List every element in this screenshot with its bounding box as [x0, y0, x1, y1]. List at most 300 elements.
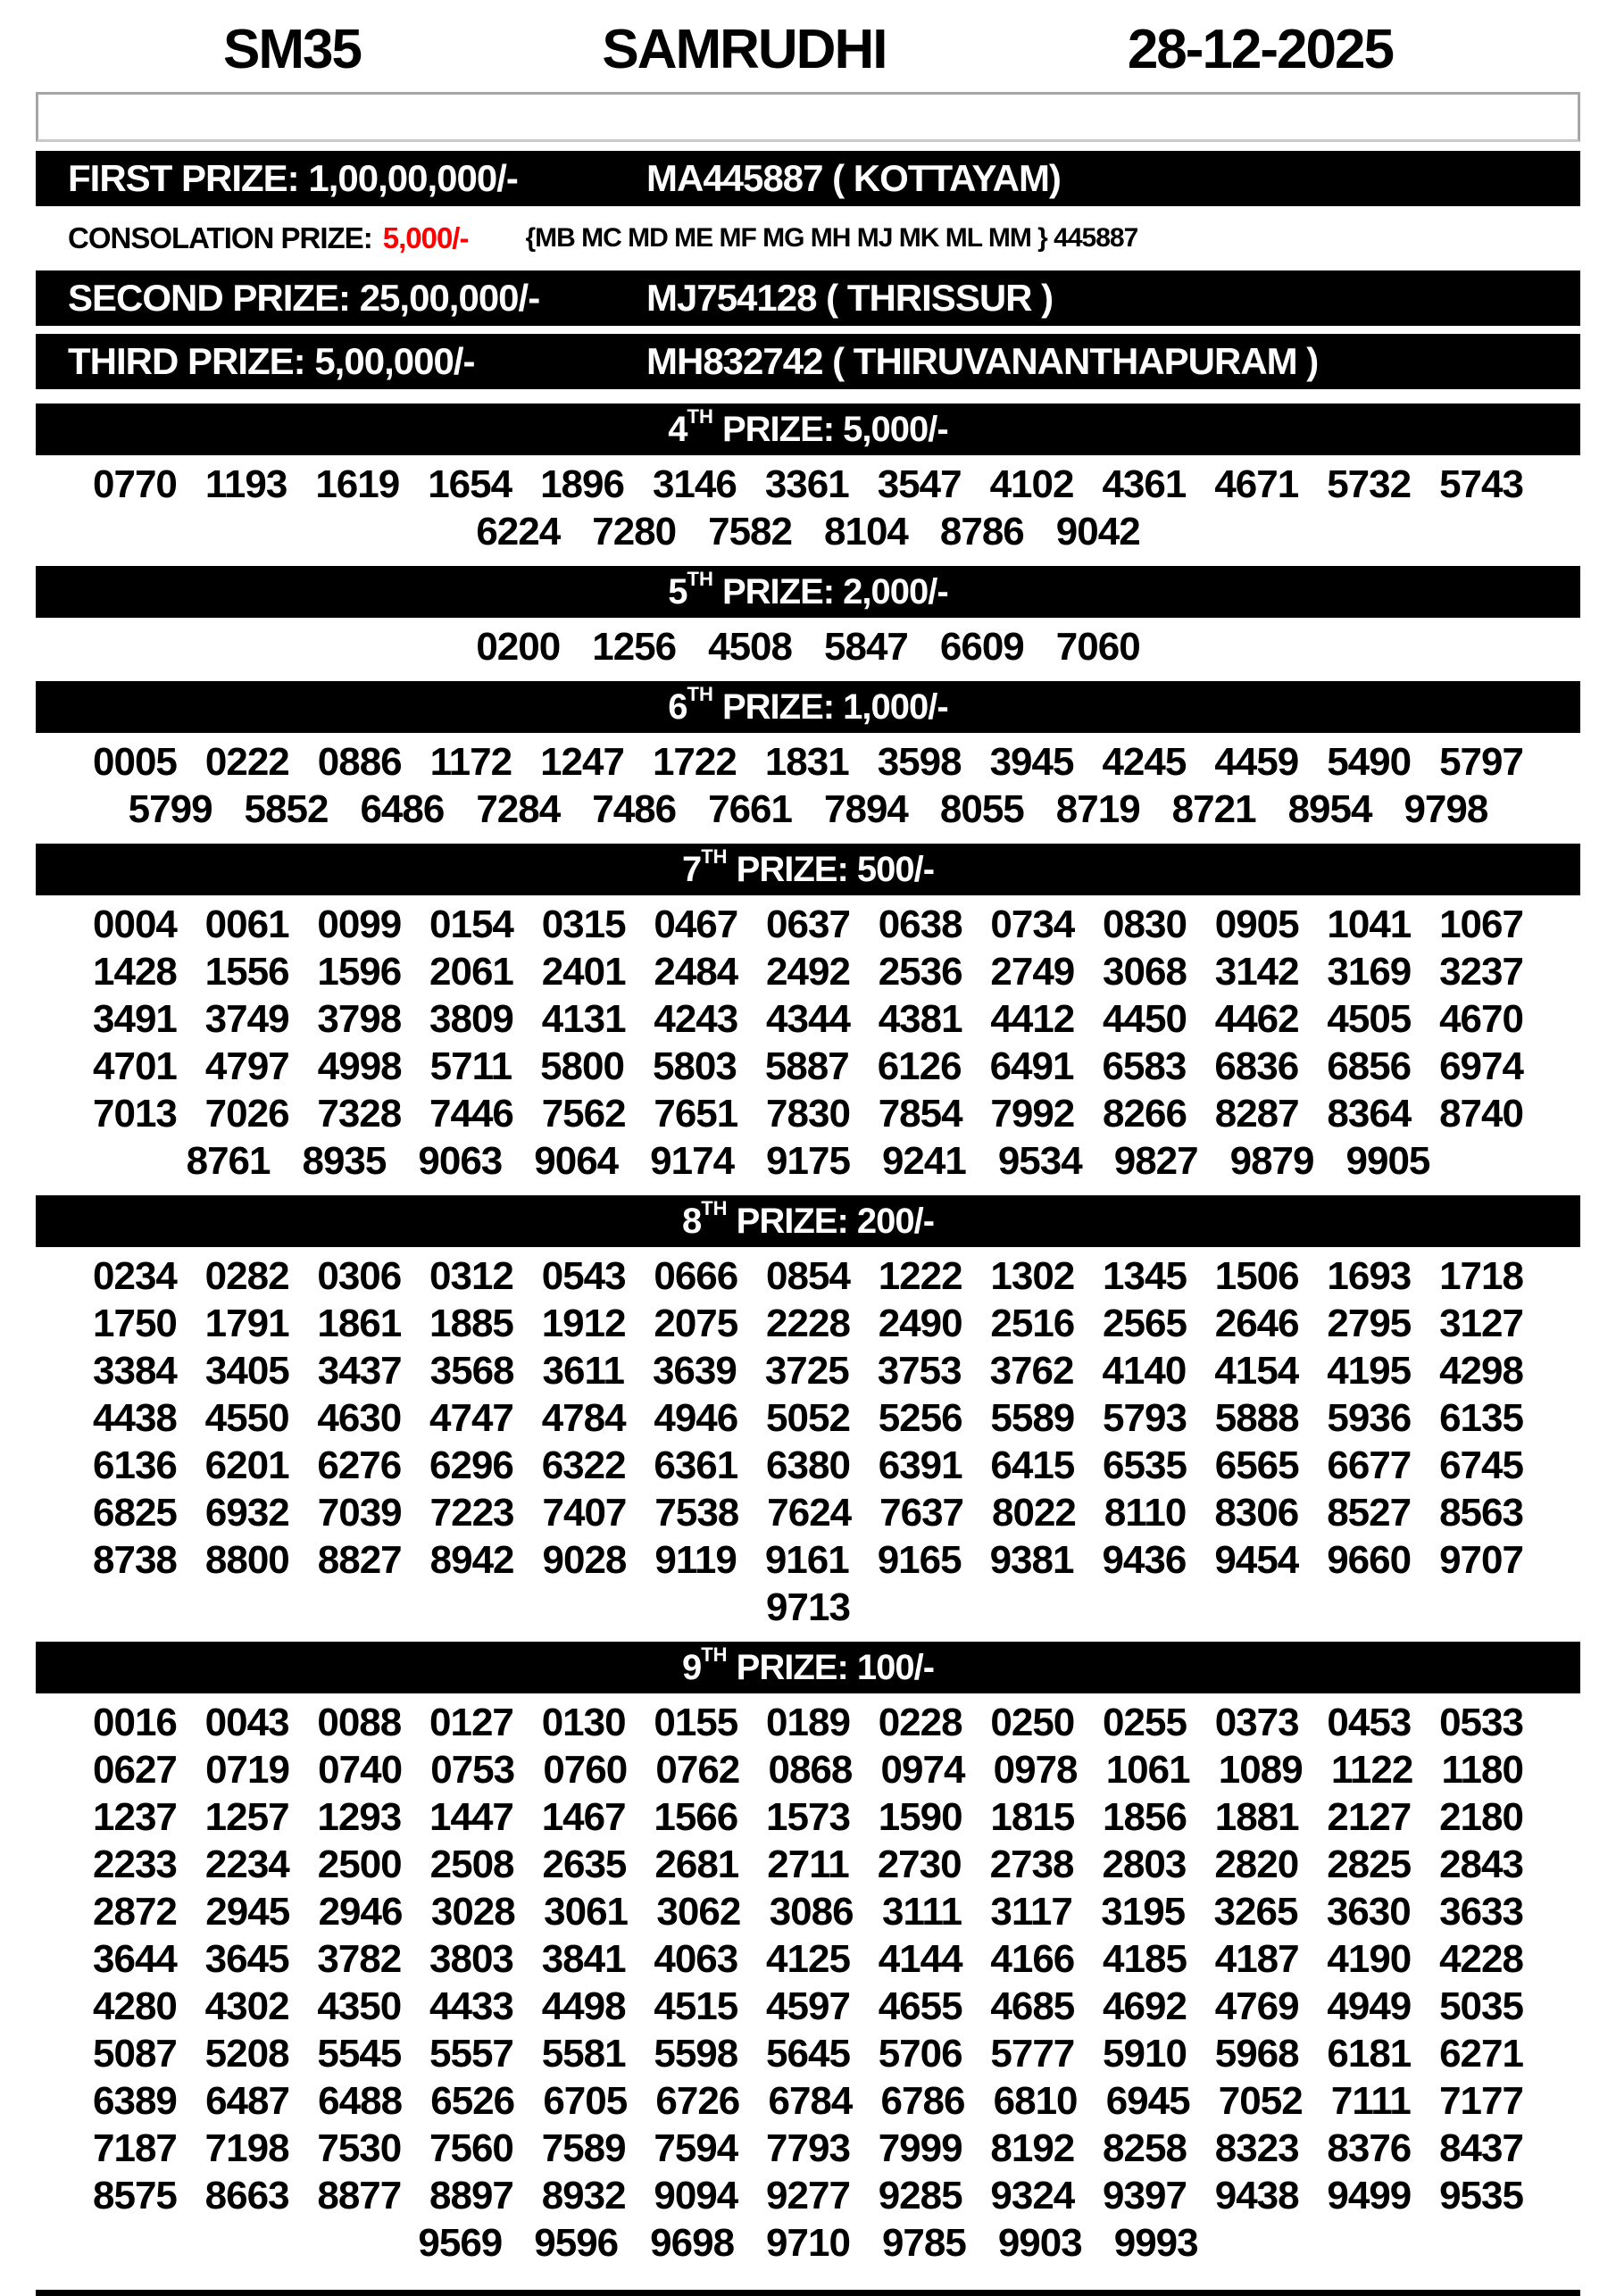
prize-number: 1193 [204, 462, 287, 506]
prize-number: 9454 [1214, 1538, 1299, 1582]
prize-number: 3547 [877, 462, 962, 506]
prize-number: 9277 [766, 2174, 850, 2217]
prize-number: 0099 [317, 903, 402, 946]
prize-number: 4187 [1214, 1937, 1299, 1981]
prize-number: 8800 [204, 1538, 289, 1582]
prize-number: 1172 [429, 740, 512, 784]
prize-number: 2536 [878, 950, 962, 994]
tier-title-part: TH [687, 682, 713, 705]
prize-number: 5052 [766, 1396, 850, 1440]
prize-number: 5936 [1327, 1396, 1412, 1440]
prize-number: 2075 [654, 1302, 738, 1345]
prize-number: 8376 [1327, 2126, 1412, 2170]
second-prize-label: SECOND PRIZE: 25,00,000/- [68, 277, 540, 319]
prize-number: 3749 [204, 997, 289, 1041]
prize-number: 1896 [540, 462, 624, 506]
number-row [36, 1536, 1580, 1584]
prize-number: 7177 [1439, 2079, 1523, 2123]
prize-number: 3841 [541, 1937, 626, 1981]
prize-number: 7039 [317, 1491, 402, 1535]
prize-number: 0753 [430, 1748, 515, 1792]
prize-number: 0004 [93, 903, 177, 946]
prize-number: 0228 [878, 1701, 962, 1744]
prize-number: 7793 [766, 2126, 850, 2170]
prize-number: 9905 [1345, 1139, 1430, 1183]
prize-number: 5852 [244, 787, 329, 831]
tier-title-part: TH [701, 844, 728, 868]
prize-number: 3598 [877, 740, 962, 784]
tier-title [681, 1643, 935, 1688]
prize-number: 0719 [205, 1748, 289, 1792]
prize-number: 1089 [1218, 1748, 1303, 1792]
prize-number: 4784 [541, 1396, 626, 1440]
first-prize-bar [36, 151, 1580, 206]
prize-number: 2646 [1214, 1302, 1299, 1345]
prize-number: 3117 [990, 1890, 1072, 1934]
first-prize-label: FIRST PRIZE: 1,00,00,000/- [68, 157, 518, 199]
prize-number: 4361 [1102, 462, 1187, 506]
prize-number: 4692 [1103, 1984, 1187, 2028]
prize-number: 9175 [766, 1139, 850, 1183]
prize-number: 0886 [317, 740, 402, 784]
number-row [36, 1699, 1580, 1746]
prize-number: 2872 [93, 1890, 177, 1934]
prize-number: 4769 [1214, 1984, 1299, 2028]
prize-number: 2228 [766, 1302, 850, 1345]
prize-number: 9063 [418, 1139, 503, 1183]
prize-number: 5208 [204, 2032, 289, 2076]
prize-number: 4671 [1214, 462, 1299, 506]
prize-number: 1180 [1441, 1748, 1523, 1792]
prize-number: 0005 [93, 740, 177, 784]
second-prize-bar [36, 270, 1580, 326]
bottom-rule [36, 2290, 1580, 2296]
prize-number: 9241 [881, 1139, 966, 1183]
prize-number: 6705 [543, 2079, 628, 2123]
tier-title [668, 567, 948, 612]
prize-number: 3639 [652, 1349, 737, 1393]
prize-number: 3798 [317, 997, 402, 1041]
prize-number: 4185 [1103, 1937, 1187, 1981]
prize-number: 8786 [939, 510, 1024, 553]
number-row [36, 1252, 1580, 1300]
prize-number: 6565 [1214, 1443, 1299, 1487]
prize-number: 7198 [204, 2126, 289, 2170]
prize-number: 7894 [824, 787, 908, 831]
prize-number: 2730 [877, 1843, 962, 1886]
tier-title-part: PRIZE: 100/- [727, 1647, 935, 1687]
prize-number: 4243 [654, 997, 738, 1041]
prize-number: 2738 [989, 1843, 1074, 1886]
prize-number: 3645 [204, 1937, 289, 1981]
tier-title [681, 844, 935, 890]
prize-number: 3068 [1103, 950, 1187, 994]
prize-number: 9569 [418, 2221, 503, 2265]
tier-title-part: TH [687, 404, 713, 428]
prize-number: 4797 [204, 1044, 289, 1088]
prize-number: 9785 [881, 2221, 966, 2265]
prize-number: 7624 [767, 1491, 852, 1535]
prize-number: 3384 [93, 1349, 177, 1393]
number-row [36, 1394, 1580, 1442]
number-row [36, 2219, 1580, 2267]
prize-number: 2749 [990, 950, 1075, 994]
prize-number: 1912 [541, 1302, 626, 1345]
prize-number: 8266 [1103, 1092, 1187, 1136]
prize-number: 1302 [990, 1254, 1075, 1298]
prize-number: 1815 [990, 1795, 1075, 1839]
prize-number: 1619 [315, 462, 400, 506]
prize-number: 0282 [204, 1254, 289, 1298]
prize-number: 9436 [1102, 1538, 1187, 1582]
prize-number: 4125 [766, 1937, 850, 1981]
prize-number: 0762 [655, 1748, 740, 1792]
prize-number: 1885 [429, 1302, 513, 1345]
number-row [36, 948, 1580, 995]
tier-title-part: 5 [668, 571, 687, 611]
prize-number: 0255 [1103, 1701, 1187, 1744]
prize-number: 4670 [1439, 997, 1523, 1041]
prize-number: 7637 [879, 1491, 964, 1535]
prize-number: 3803 [429, 1937, 513, 1981]
prize-number: 3762 [989, 1349, 1074, 1393]
prize-number: 0666 [654, 1254, 738, 1298]
prize-number: 1722 [652, 740, 737, 784]
prize-number: 0637 [766, 903, 850, 946]
prize-number: 4433 [429, 1984, 513, 2028]
prize-number: 8827 [317, 1538, 402, 1582]
prize-number: 5598 [654, 2032, 738, 2076]
prize-number: 8022 [992, 1491, 1076, 1535]
prize-tier-9th [36, 1642, 1580, 2277]
number-row [36, 2077, 1580, 2125]
prize-number: 7026 [204, 1092, 289, 1136]
prize-number: 1237 [93, 1795, 177, 1839]
prize-number: 9042 [1055, 510, 1140, 553]
prize-number: 6276 [317, 1443, 402, 1487]
prize-number: 3945 [989, 740, 1074, 784]
prize-number: 1590 [878, 1795, 962, 1839]
prize-number: 2795 [1327, 1302, 1412, 1345]
prize-number: 7830 [766, 1092, 850, 1136]
prize-number: 8942 [429, 1538, 514, 1582]
prize-number: 5732 [1327, 462, 1412, 506]
prize-number: 6836 [1214, 1044, 1299, 1088]
prize-number: 7582 [708, 510, 792, 553]
prize-number: 8306 [1214, 1491, 1299, 1535]
prize-number: 2681 [654, 1843, 739, 1886]
prize-number: 8721 [1171, 787, 1256, 831]
prize-number: 5256 [878, 1396, 962, 1440]
tier-title-part: PRIZE: 5,000/- [712, 409, 948, 449]
tier-title-part: 9 [681, 1647, 702, 1687]
prize-number: 5803 [652, 1044, 737, 1088]
prize-number: 0315 [541, 903, 626, 946]
third-prize-label: THIRD PRIZE: 5,00,000/- [68, 340, 475, 382]
prize-number: 4946 [654, 1396, 738, 1440]
prize-number: 9707 [1439, 1538, 1523, 1582]
prize-number: 6784 [768, 2079, 853, 2123]
prize-number: 6181 [1327, 2032, 1412, 2076]
prize-number: 0250 [990, 1701, 1075, 1744]
prize-number: 3086 [769, 1890, 854, 1934]
prize-number: 6825 [93, 1491, 177, 1535]
prize-number: 6583 [1102, 1044, 1187, 1088]
number-row [36, 1793, 1580, 1841]
prize-number: 9324 [990, 2174, 1075, 2217]
prize-number: 6677 [1327, 1443, 1412, 1487]
prize-number: 0627 [93, 1748, 177, 1792]
prize-number: 5800 [540, 1044, 624, 1088]
prize-number: 1345 [1103, 1254, 1187, 1298]
prize-number: 6380 [766, 1443, 850, 1487]
prize-number: 4245 [1102, 740, 1187, 784]
prize-number: 4063 [654, 1937, 738, 1981]
prize-number: 7013 [93, 1092, 177, 1136]
prize-number: 0638 [878, 903, 962, 946]
prize-number: 5797 [1439, 740, 1523, 784]
prize-number: 9438 [1214, 2174, 1299, 2217]
prize-number: 1428 [93, 950, 177, 994]
prize-number: 5968 [1214, 2032, 1299, 2076]
prize-number: 4381 [878, 997, 962, 1041]
prize-number: 9827 [1113, 1139, 1198, 1183]
prize-number: 9798 [1404, 787, 1488, 831]
number-row [36, 1584, 1580, 1631]
prize-number: 9285 [878, 2174, 962, 2217]
number-row [36, 2030, 1580, 2077]
prize-number: 5887 [764, 1044, 849, 1088]
number-row [36, 623, 1580, 670]
number-row [36, 1137, 1580, 1185]
prize-number: 4140 [1102, 1349, 1187, 1393]
prize-number: 8575 [93, 2174, 177, 2217]
prize-number: 0543 [541, 1254, 626, 1298]
tier-title [668, 682, 948, 728]
prize-number: 4412 [990, 997, 1075, 1041]
third-prize-bar [36, 334, 1580, 389]
tier-header-bar [36, 844, 1580, 895]
empty-input-box[interactable] [36, 92, 1580, 142]
prize-number: 0043 [204, 1701, 289, 1744]
prize-number: 3146 [652, 462, 737, 506]
prize-number: 4166 [990, 1937, 1075, 1981]
tier-title-part: PRIZE: 200/- [727, 1201, 935, 1241]
number-row [36, 1935, 1580, 1983]
prize-number: 7328 [317, 1092, 402, 1136]
prize-number: 1566 [654, 1795, 738, 1839]
prize-number: 9660 [1327, 1538, 1412, 1582]
prize-number: 1556 [204, 950, 289, 994]
prize-number: 2061 [429, 950, 513, 994]
prize-number: 2803 [1102, 1843, 1187, 1886]
prize-number: 3437 [317, 1349, 402, 1393]
prize-number: 6535 [1103, 1443, 1187, 1487]
prize-number: 9397 [1103, 2174, 1187, 2217]
prize-number: 5910 [1103, 2032, 1187, 2076]
prize-number: 7446 [429, 1092, 513, 1136]
prize-number: 9710 [766, 2221, 850, 2265]
third-prize-winner: MH832742 ( THIRUVANANTHAPURAM ) [646, 340, 1319, 382]
prize-tier-4th [36, 403, 1580, 566]
prize-number: 0830 [1103, 903, 1187, 946]
prize-number: 8719 [1055, 787, 1140, 831]
prize-number: 0312 [429, 1254, 513, 1298]
prize-number: 4515 [654, 1984, 738, 2028]
prize-number: 9713 [766, 1585, 850, 1629]
prize-number: 8192 [990, 2126, 1075, 2170]
prize-number: 3062 [656, 1890, 741, 1934]
prize-number: 8663 [204, 2174, 289, 2217]
number-row [36, 2125, 1580, 2172]
prize-number: 4438 [93, 1396, 177, 1440]
prize-number: 1222 [878, 1254, 962, 1298]
prize-number: 4630 [317, 1396, 402, 1440]
prize-number: 6389 [93, 2079, 177, 2123]
prize-number: 0088 [317, 1701, 402, 1744]
prize-number: 6491 [989, 1044, 1074, 1088]
prize-number: 3111 [881, 1890, 962, 1934]
prize-number: 3633 [1439, 1890, 1523, 1934]
prize-number: 7589 [541, 2126, 626, 2170]
prize-number: 6415 [990, 1443, 1075, 1487]
prize-number: 0016 [93, 1701, 177, 1744]
prize-number: 7562 [541, 1092, 626, 1136]
tier-title-part: PRIZE: 500/- [727, 849, 935, 889]
prize-number: 6296 [429, 1443, 513, 1487]
prize-number: 1861 [317, 1302, 402, 1345]
tier-title [668, 404, 948, 450]
prize-number: 7538 [654, 1491, 739, 1535]
prize-number: 5706 [878, 2032, 962, 2076]
tier-title-part: PRIZE: 2,000/- [712, 571, 948, 611]
prize-number: 0905 [1214, 903, 1299, 946]
prize-number: 5545 [317, 2032, 402, 2076]
prize-number: 9064 [534, 1139, 619, 1183]
prize-number: 4195 [1327, 1349, 1412, 1393]
prize-number: 6745 [1439, 1443, 1523, 1487]
tier-title-part: 7 [681, 849, 702, 889]
prize-number: 6488 [318, 2079, 403, 2123]
prize-number: 3405 [204, 1349, 289, 1393]
prize-number: 5645 [766, 2032, 850, 2076]
prize-number: 7407 [542, 1491, 627, 1535]
prize-number: 8897 [429, 2174, 513, 2217]
prize-number: 0234 [93, 1254, 177, 1298]
number-row [36, 1888, 1580, 1935]
prize-number: 5743 [1439, 462, 1523, 506]
prize-number: 1247 [540, 740, 624, 784]
prize-number: 6486 [360, 787, 445, 831]
prize-number: 7052 [1218, 2079, 1303, 2123]
number-row [36, 508, 1580, 555]
prize-number: 2565 [1103, 1302, 1187, 1345]
tier-title-part: TH [687, 567, 713, 590]
prize-number: 2492 [766, 950, 850, 994]
prize-number: 1257 [204, 1795, 289, 1839]
prize-number: 4998 [317, 1044, 402, 1088]
prize-number: 4459 [1214, 740, 1299, 784]
prize-number: 5847 [824, 625, 908, 669]
prize-number: 0061 [204, 903, 289, 946]
prize-number: 5581 [541, 2032, 626, 2076]
prize-number: 1122 [1330, 1748, 1413, 1792]
prize-number: 4505 [1327, 997, 1412, 1041]
tier-header-bar [36, 403, 1580, 455]
prize-number: 2820 [1214, 1843, 1299, 1886]
consolation-series: {MB MC MD ME MF MG MH MJ MK ML MM } 445887 [525, 223, 1138, 253]
prize-number: 5557 [429, 2032, 513, 2076]
prize-number: 3809 [429, 997, 513, 1041]
prize-number: 1831 [764, 740, 849, 784]
tier-header-bar [36, 1195, 1580, 1247]
prize-number: 0740 [318, 1748, 403, 1792]
prize-number: 8527 [1327, 1491, 1412, 1535]
prize-number: 6932 [204, 1491, 289, 1535]
prize-number: 4298 [1439, 1349, 1523, 1393]
prize-number: 2180 [1439, 1795, 1523, 1839]
prize-number: 5087 [93, 2032, 177, 2076]
prize-number: 2401 [541, 950, 626, 994]
number-row [36, 1983, 1580, 2030]
prize-number: 4747 [429, 1396, 513, 1440]
prize-number: 7223 [429, 1491, 514, 1535]
prize-number: 0734 [990, 903, 1075, 946]
prize-number: 7992 [990, 1092, 1075, 1136]
prize-number: 2234 [204, 1843, 289, 1886]
prize-number: 3195 [1101, 1890, 1186, 1934]
prize-number: 8323 [1214, 2126, 1299, 2170]
prize-number: 0467 [654, 903, 738, 946]
lottery-name: SAMRUDHI [602, 19, 887, 80]
prize-number: 3753 [877, 1349, 962, 1393]
prize-number: 4685 [990, 1984, 1075, 2028]
prize-number: 1061 [1105, 1748, 1190, 1792]
prize-number: 9381 [989, 1538, 1074, 1582]
prize-number: 3782 [317, 1937, 402, 1981]
prize-number: 6487 [205, 2079, 289, 2123]
prize-number: 2711 [767, 1843, 849, 1886]
prize-number: 2946 [318, 1890, 403, 1934]
prize-number: 4450 [1103, 997, 1187, 1041]
prize-number: 0533 [1439, 1701, 1523, 1744]
prize-number: 9165 [877, 1538, 962, 1582]
prize-number: 2825 [1327, 1843, 1412, 1886]
consolation-amount: 5,000/- [382, 221, 469, 254]
prize-number: 0453 [1327, 1701, 1412, 1744]
number-row [36, 1746, 1580, 1793]
prize-number: 8932 [541, 2174, 626, 2217]
prize-number: 8954 [1287, 787, 1372, 831]
prize-number: 2508 [429, 1843, 514, 1886]
prize-number: 8055 [939, 787, 1024, 831]
prize-number: 9596 [534, 2221, 619, 2265]
number-row [36, 1841, 1580, 1888]
prize-number: 6201 [204, 1443, 289, 1487]
number-row [36, 2172, 1580, 2219]
prize-number: 0854 [766, 1254, 850, 1298]
prize-number: 1256 [592, 625, 677, 669]
number-row [36, 738, 1580, 786]
prize-number: 4131 [541, 997, 626, 1041]
prize-number: 0978 [993, 1748, 1078, 1792]
prize-number: 3611 [542, 1349, 624, 1393]
prize-number: 9535 [1439, 2174, 1523, 2217]
prize-number: 1693 [1327, 1254, 1412, 1298]
prize-number: 0868 [768, 1748, 853, 1792]
prize-number: 6945 [1105, 2079, 1190, 2123]
prize-number: 4949 [1327, 1984, 1412, 2028]
